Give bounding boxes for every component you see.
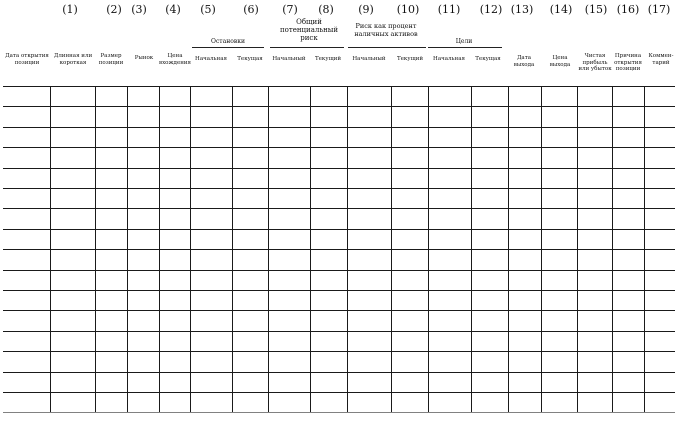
column-header: Начальная [433,56,465,62]
column-header: Причина открытия позиции [614,53,642,72]
row-rule [3,270,675,271]
column-header: Текущая [237,56,263,62]
row-rule [3,249,675,250]
column-number: (17) [647,3,671,16]
column-header: Дата выхода [513,55,535,68]
column-number: (8) [318,3,334,16]
column-number: (4) [165,3,181,16]
column-number: (5) [200,3,216,16]
column-number: (9) [358,3,374,16]
column-rule [127,86,128,412]
group-title-targets: Цели [455,38,473,45]
column-header: Цена выхода [549,55,571,68]
column-number: (11) [437,3,461,16]
group-title-stops: Остановки [211,38,245,45]
column-number: (6) [243,3,259,16]
column-header: Текущий [314,56,342,62]
row-rule [3,331,675,332]
row-rule [3,351,675,352]
column-number: (15) [584,3,608,16]
column-header: Цена вхождения [158,53,191,66]
row-rule [3,412,675,413]
column-rule [95,86,96,412]
column-number: (1) [62,3,78,16]
column-number: (12) [479,3,503,16]
column-rule [612,86,613,412]
group-underline [192,47,264,48]
row-rule [3,208,675,209]
group-title-risk-percent: Риск как процент наличных активов [354,22,418,38]
column-rule [310,86,311,412]
column-header: Рынок [134,55,154,61]
column-rule [268,86,269,412]
column-rule [347,86,348,412]
group-underline [270,47,344,48]
column-rule [644,86,645,412]
column-rule [159,86,160,412]
column-rule [391,86,392,412]
column-number: (2) [106,3,122,16]
column-rule [508,86,509,412]
column-rule [50,86,51,412]
row-rule [3,290,675,291]
row-rule [3,106,675,107]
column-header: Размер позиции [98,53,124,66]
row-rule [3,86,675,87]
group-title-total-risk: Общий потенциальный риск [279,18,339,42]
column-rule [471,86,472,412]
column-number: (7) [282,3,298,16]
row-rule [3,188,675,189]
column-number: (3) [131,3,147,16]
row-rule [3,229,675,230]
column-rule [428,86,429,412]
column-number: (14) [549,3,573,16]
column-rule [190,86,191,412]
row-rule [3,310,675,311]
column-header: Начальная [195,56,227,62]
column-header: Текущий [396,56,424,62]
row-rule [3,392,675,393]
group-underline [428,47,502,48]
row-rule [3,147,675,148]
column-header: Чистая прибыль или убыток [578,53,612,72]
column-number: (16) [616,3,640,16]
row-rule [3,127,675,128]
column-rule [232,86,233,412]
column-header: Длинная или короткая [53,53,93,66]
row-rule [3,168,675,169]
column-header: Дата открытия позиции [5,53,49,66]
column-number: (13) [510,3,534,16]
column-rule [577,86,578,412]
group-underline [348,47,426,48]
column-header: Коммен-тарий [648,53,674,66]
column-header: Начальный [272,56,306,62]
column-number: (10) [396,3,420,16]
column-header: Начальный [352,56,386,62]
column-rule [541,86,542,412]
column-header: Текущая [475,56,501,62]
row-rule [3,372,675,373]
